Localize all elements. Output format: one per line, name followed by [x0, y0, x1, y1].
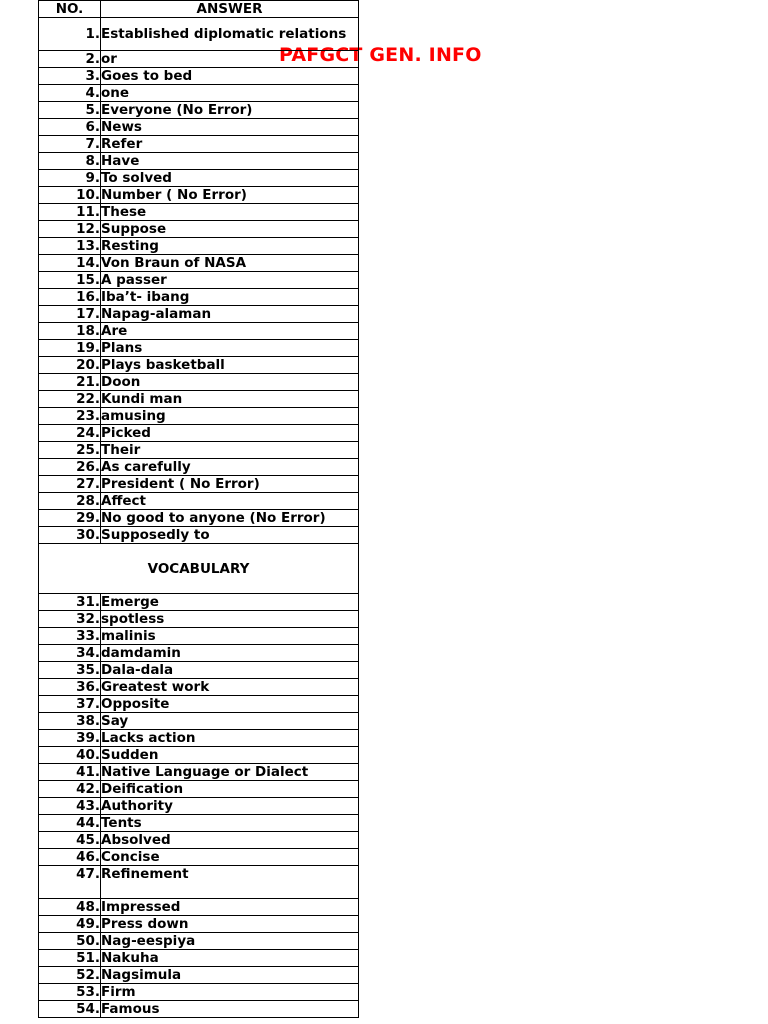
item-answer: Refinement — [101, 866, 359, 899]
item-number: 2. — [39, 51, 101, 68]
item-answer: Lacks action — [101, 730, 359, 747]
item-answer: To solved — [101, 170, 359, 187]
item-answer: Resting — [101, 238, 359, 255]
item-number: 50. — [39, 933, 101, 950]
item-number: 14. — [39, 255, 101, 272]
item-number: 42. — [39, 781, 101, 798]
item-number: 25. — [39, 442, 101, 459]
item-number: 54. — [39, 1001, 101, 1018]
item-answer: As carefully — [101, 459, 359, 476]
item-answer: Affect — [101, 493, 359, 510]
table-row — [39, 459, 359, 476]
item-number: 21. — [39, 374, 101, 391]
table-row — [39, 136, 359, 153]
item-answer: Firm — [101, 984, 359, 1001]
item-answer: Concise — [101, 849, 359, 866]
item-number: 19. — [39, 340, 101, 357]
item-number: 30. — [39, 527, 101, 544]
table-row — [39, 628, 359, 645]
item-number: 31. — [39, 594, 101, 611]
table-row — [39, 255, 359, 272]
item-answer: These — [101, 204, 359, 221]
table-row — [39, 170, 359, 187]
table-row — [39, 696, 359, 713]
item-number: 53. — [39, 984, 101, 1001]
item-number: 18. — [39, 323, 101, 340]
item-number: 33. — [39, 628, 101, 645]
item-answer: Number ( No Error) — [101, 187, 359, 204]
table-row — [39, 611, 359, 628]
item-answer: Tents — [101, 815, 359, 832]
table-row — [39, 1001, 359, 1018]
table-row — [39, 204, 359, 221]
item-number: 38. — [39, 713, 101, 730]
item-answer: Have — [101, 153, 359, 170]
item-answer: No good to anyone (No Error) — [101, 510, 359, 527]
item-number: 12. — [39, 221, 101, 238]
item-number: 15. — [39, 272, 101, 289]
item-number: 24. — [39, 425, 101, 442]
table-row — [39, 323, 359, 340]
table-row — [39, 832, 359, 849]
item-answer: Native Language or Dialect — [101, 764, 359, 781]
table-row — [39, 493, 359, 510]
table-row — [39, 357, 359, 374]
item-answer: Plays basketball — [101, 357, 359, 374]
column-header-answer: ANSWER — [101, 1, 359, 18]
table-row — [39, 510, 359, 527]
table-row — [39, 899, 359, 916]
item-answer: Kundi man — [101, 391, 359, 408]
item-answer: Authority — [101, 798, 359, 815]
item-answer: or — [101, 51, 359, 68]
item-answer: one — [101, 85, 359, 102]
item-answer: Sudden — [101, 747, 359, 764]
item-answer: Goes to bed — [101, 68, 359, 85]
item-number: 34. — [39, 645, 101, 662]
item-number: 48. — [39, 899, 101, 916]
item-number: 23. — [39, 408, 101, 425]
item-number: 45. — [39, 832, 101, 849]
table-row — [39, 374, 359, 391]
item-answer: President ( No Error) — [101, 476, 359, 493]
item-answer: Say — [101, 713, 359, 730]
table-row — [39, 187, 359, 204]
item-number: 28. — [39, 493, 101, 510]
item-number: 44. — [39, 815, 101, 832]
item-number: 39. — [39, 730, 101, 747]
table-row — [39, 527, 359, 544]
table-row — [39, 984, 359, 1001]
item-answer: Iba’t- ibang — [101, 289, 359, 306]
item-answer: Greatest work — [101, 679, 359, 696]
item-answer: News — [101, 119, 359, 136]
item-number: 22. — [39, 391, 101, 408]
item-number: 11. — [39, 204, 101, 221]
item-answer: Doon — [101, 374, 359, 391]
item-number: 51. — [39, 950, 101, 967]
item-number: 6. — [39, 119, 101, 136]
table-row — [39, 85, 359, 102]
table-row — [39, 51, 359, 68]
watermark-title: PAFGCT GEN. INFO — [279, 44, 482, 66]
item-answer: Their — [101, 442, 359, 459]
item-number: 27. — [39, 476, 101, 493]
table-row — [39, 713, 359, 730]
table-row — [39, 119, 359, 136]
item-number: 3. — [39, 68, 101, 85]
table-row — [39, 815, 359, 832]
item-answer: Established diplomatic relations — [101, 18, 359, 51]
item-number: 35. — [39, 662, 101, 679]
item-answer: Nagsimula — [101, 967, 359, 984]
item-answer: Opposite — [101, 696, 359, 713]
item-answer: Impressed — [101, 899, 359, 916]
table-row — [39, 679, 359, 696]
item-answer: Famous — [101, 1001, 359, 1018]
item-answer: Are — [101, 323, 359, 340]
item-answer: Everyone (No Error) — [101, 102, 359, 119]
table-row — [39, 425, 359, 442]
section-label-vocabulary: VOCABULARY — [39, 544, 359, 594]
table-row — [39, 153, 359, 170]
item-answer: malinis — [101, 628, 359, 645]
table-row — [39, 781, 359, 798]
item-number: 4. — [39, 85, 101, 102]
item-number: 47. — [39, 866, 101, 899]
item-number: 41. — [39, 764, 101, 781]
table-row — [39, 933, 359, 950]
table-row — [39, 289, 359, 306]
table-row — [39, 221, 359, 238]
table-row — [39, 68, 359, 85]
table-row — [39, 102, 359, 119]
item-answer: Emerge — [101, 594, 359, 611]
item-number: 37. — [39, 696, 101, 713]
table-row — [39, 476, 359, 493]
table-row — [39, 238, 359, 255]
answer-rows-part1 — [39, 18, 359, 544]
item-answer: damdamin — [101, 645, 359, 662]
item-number: 5. — [39, 102, 101, 119]
item-number: 10. — [39, 187, 101, 204]
item-number: 26. — [39, 459, 101, 476]
table-row — [39, 391, 359, 408]
table-row — [39, 272, 359, 289]
table-row — [39, 408, 359, 425]
item-number: 46. — [39, 849, 101, 866]
item-number: 40. — [39, 747, 101, 764]
item-answer: Plans — [101, 340, 359, 357]
column-header-no: NO. — [39, 1, 101, 18]
item-answer: Suppose — [101, 221, 359, 238]
item-number: 20. — [39, 357, 101, 374]
item-answer: Absolved — [101, 832, 359, 849]
table-row — [39, 442, 359, 459]
item-answer: Press down — [101, 916, 359, 933]
table-row — [39, 645, 359, 662]
table-row — [39, 306, 359, 323]
table-row — [39, 662, 359, 679]
table-row — [39, 764, 359, 781]
item-number: 32. — [39, 611, 101, 628]
item-number: 7. — [39, 136, 101, 153]
table-header-row — [39, 1, 359, 18]
table-row — [39, 866, 359, 899]
item-answer: A passer — [101, 272, 359, 289]
table-row — [39, 18, 359, 51]
table-row — [39, 967, 359, 984]
item-answer: Supposedly to — [101, 527, 359, 544]
item-answer: Von Braun of NASA — [101, 255, 359, 272]
table-row — [39, 798, 359, 815]
item-answer: spotless — [101, 611, 359, 628]
item-number: 36. — [39, 679, 101, 696]
item-number: 52. — [39, 967, 101, 984]
table-row — [39, 340, 359, 357]
item-answer: Picked — [101, 425, 359, 442]
table-row — [39, 916, 359, 933]
table-row — [39, 849, 359, 866]
table-row — [39, 950, 359, 967]
item-number: 8. — [39, 153, 101, 170]
item-number: 16. — [39, 289, 101, 306]
item-number: 1. — [39, 18, 101, 51]
table-row — [39, 594, 359, 611]
item-number: 9. — [39, 170, 101, 187]
section-row-vocabulary — [39, 544, 359, 594]
table-row — [39, 730, 359, 747]
item-answer: Refer — [101, 136, 359, 153]
answer-rows-part2 — [39, 594, 359, 1018]
item-answer: Napag-alaman — [101, 306, 359, 323]
item-number: 17. — [39, 306, 101, 323]
item-number: 29. — [39, 510, 101, 527]
item-number: 43. — [39, 798, 101, 815]
item-answer: Nakuha — [101, 950, 359, 967]
item-answer: amusing — [101, 408, 359, 425]
item-number: 13. — [39, 238, 101, 255]
item-answer: Deification — [101, 781, 359, 798]
item-answer: Dala-dala — [101, 662, 359, 679]
answer-key-table — [38, 0, 359, 1018]
section-header-group — [39, 544, 359, 594]
item-answer: Nag-eespiya — [101, 933, 359, 950]
table-row — [39, 747, 359, 764]
item-number: 49. — [39, 916, 101, 933]
